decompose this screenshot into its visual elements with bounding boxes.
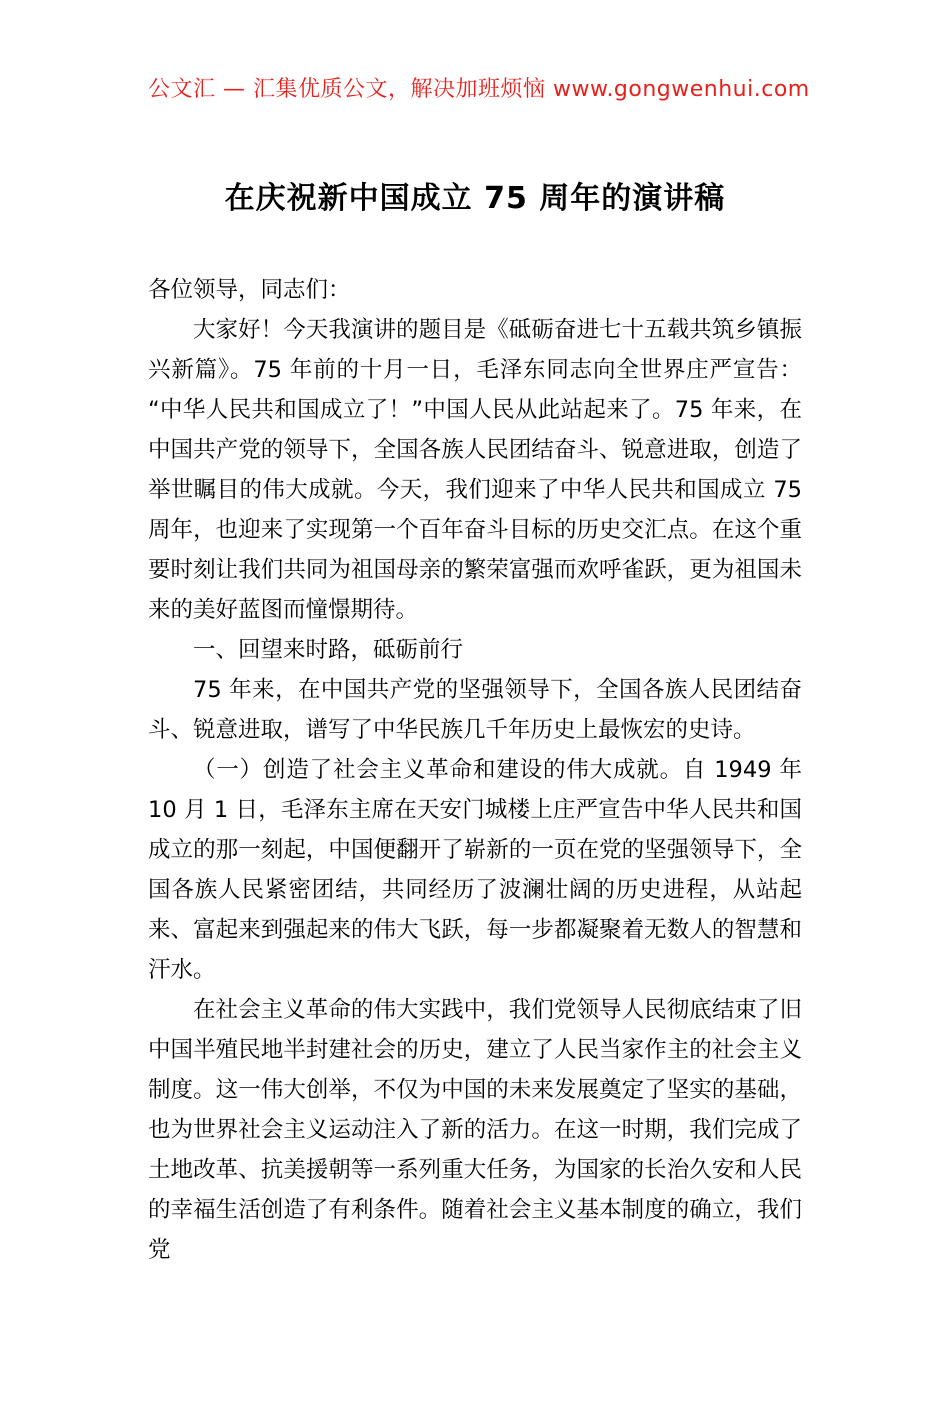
document-page xyxy=(0,76,950,1420)
paragraph-subsection-1-continued: 在社会主义革命的伟大实践中，我们党领导人民彻底结束了旧中国半殖民地半封建社会的历史，建立了人民当家作主的社会主义制度。这一伟大创举，不仅为中国的未来发展奠定了坚实的基础，也为世界社会主义运动注入了新的活力。在这一时期，我们完成了土地改革、抗美援朝等一系列重大任务，为国家的长治久安和人民的幸福生活创造了有利条件。随着社会主义基本制度的确立，我们党 xyxy=(148,996,802,1263)
paragraph-section-1-lead: 75 年来，在中国共产党的坚强领导下，全国各族人民团结奋斗、锐意进取，谱写了中华民族几千年历史上最恢宏的史诗。 xyxy=(148,676,802,743)
paragraph-section-heading-1: 一、回望来时路，砥砺前行 xyxy=(193,636,464,663)
paragraph-subsection-1: （一）创造了社会主义革命和建设的伟大成就。自 1949 年 10 月 1 日，毛泽东主席在天安门城楼上庄严宣告中华人民共和国成立的那一刻起，中国便翻开了崭新的一页在党的坚强领导下，全国各族人民紧密团结，共同经历了波澜壮阔的历史进程，从站起来、富起来到强起来的伟大飞跃，每一步都凝聚着无数人的智慧和汗水。 xyxy=(148,756,802,983)
paragraph-salutation: 各位领导，同志们： xyxy=(148,276,351,303)
site-watermark: 公文汇 — 汇集优质公文，解决加班烦恼 www.gongwenhui.com xyxy=(148,77,810,102)
paragraph-intro: 大家好！今天我演讲的题目是《砥砺奋进七十五载共筑乡镇振兴新篇》。75 年前的十月一日，毛泽东同志向全世界庄严宣告：“中华人民共和国成立了！”中国人民从此站起来了。75 年来，在中国共产党的领导下，全国各族人民团结奋斗、锐意进取，创造了举世瞩目的伟大成就。今天，我们迎来了中华人民共和国成立 75 周年，也迎来了实现第一个百年奋斗目标的历史交汇点。在这个重要时刻让我们共同为祖国母亲的繁荣富强而欢呼雀跃，更为祖国未来的美好蓝图而憧憬期待。 xyxy=(148,316,802,623)
page-title: 在庆祝新中国成立 75 周年的演讲稿 xyxy=(224,180,726,216)
document-body xyxy=(148,270,802,1270)
